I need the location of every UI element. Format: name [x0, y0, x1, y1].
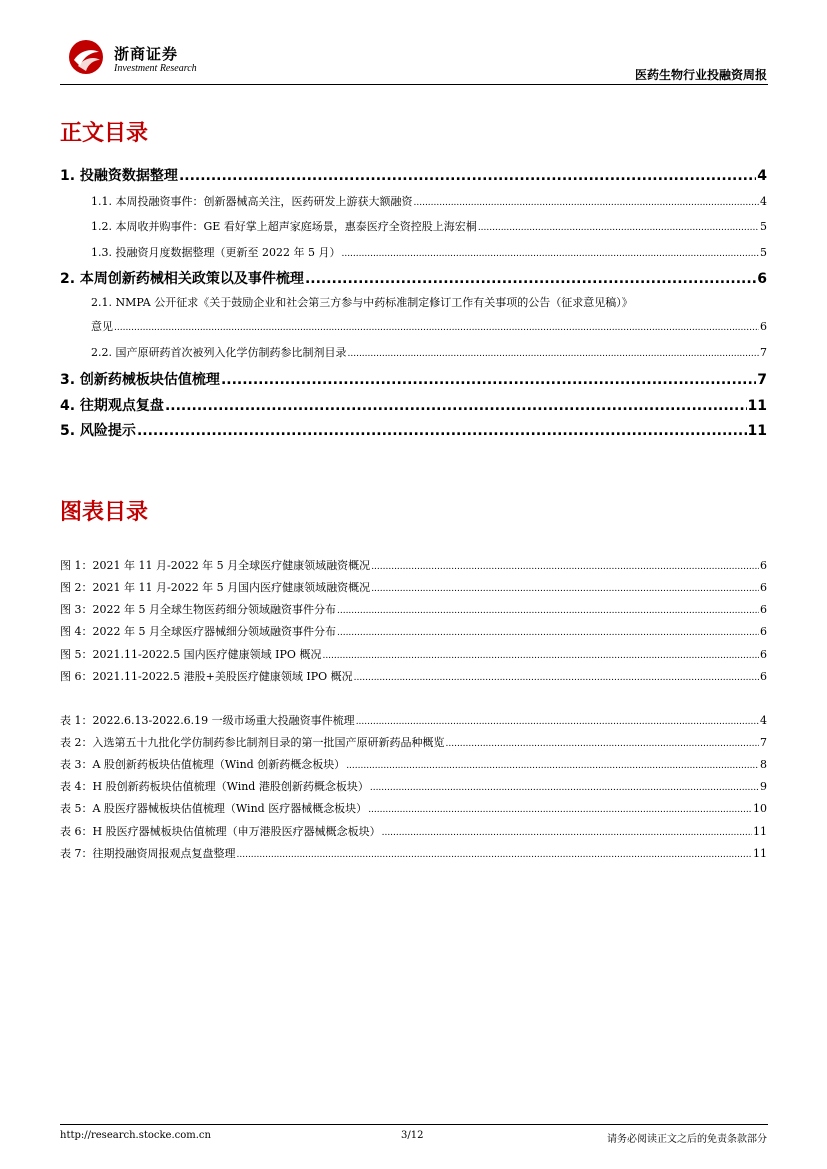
table-entry-label: 表 4：H 股创新药板块估值梳理（Wind 港股创新药概念板块） [60, 780, 369, 793]
toc-entry-page: 4 [760, 195, 767, 208]
figure-entry[interactable] [60, 668, 767, 684]
toc-entry-label-line1[interactable]: 2.1. NMPA 公开征求《关于鼓励企业和社会第三方参与中药标准制定修订工作有关事项的公告（征求意见稿）》 [91, 296, 633, 309]
figure-entry-label: 图 3：2022 年 5 月全球生物医药细分领域融资事件分布 [60, 603, 336, 616]
figure-entry[interactable] [60, 601, 767, 617]
toc-entry-label: 1.3. 投融资月度数据整理（更新至 2022 年 5 月） [91, 246, 341, 259]
toc-entry[interactable] [60, 369, 767, 389]
table-entry-page: 4 [760, 714, 767, 727]
toc-entry[interactable] [60, 420, 767, 440]
table-entry-page: 10 [753, 802, 767, 815]
toc-entry[interactable] [91, 344, 767, 360]
toc-title: 正文目录 [60, 121, 149, 146]
figure-entry-label: 图 5：2021.11-2022.5 国内医疗健康领域 IPO 概况 [60, 648, 322, 661]
toc-entry-page: 7 [757, 372, 767, 388]
table-entry-label: 表 2：入选第五十九批化学仿制药参比制剂目录的第一批国产原研新药品种概览 [60, 736, 445, 749]
toc-entry[interactable] [60, 165, 767, 185]
toc-entry-label: 1.2. 本周收并购事件：GE 看好掌上超声家庭场景，惠泰医疗全资控股上海宏桐 [91, 220, 477, 233]
footer-url-link[interactable]: http://research.stocke.com.cn [60, 1130, 211, 1141]
toc-entry[interactable] [91, 318, 767, 334]
figure-entry-page: 6 [760, 625, 767, 638]
toc-entry[interactable] [91, 244, 767, 260]
figure-entry-page: 6 [760, 603, 767, 616]
toc-entry[interactable] [91, 218, 767, 234]
brand-name: 浙商证券 [114, 45, 179, 63]
table-entry-page: 9 [760, 780, 767, 793]
toc-entry-label: 2. 本周创新药械相关政策以及事件梳理 [60, 271, 304, 287]
toc-entry-label: 2.2. 国产原研药首次被列入化学仿制药参比制剂目录 [91, 346, 347, 359]
figure-entry-label: 图 1：2021 年 11 月-2022 年 5 月全球医疗健康领域融资概况 [60, 559, 371, 572]
toc-entry-page: 4 [757, 168, 767, 184]
header-divider [60, 84, 768, 85]
toc-entry[interactable] [60, 395, 767, 415]
table-entry-label: 表 1：2022.6.13-2022.6.19 一级市场重大投融资事件梳理 [60, 714, 355, 727]
table-entry[interactable] [60, 800, 767, 816]
figures-title: 图表目录 [60, 500, 149, 525]
table-entry[interactable] [60, 712, 767, 728]
company-logo [66, 38, 106, 76]
toc-entry-page: 5 [760, 246, 767, 259]
brand-subtitle: Investment Research [114, 63, 197, 74]
table-entry[interactable] [60, 778, 767, 794]
toc-entry-page: 5 [760, 220, 767, 233]
toc-entry-label: 1. 投融资数据整理 [60, 168, 178, 184]
toc-entry-label: 5. 风险提示 [60, 423, 136, 439]
table-entry-label: 表 7：往期投融资周报观点复盘整理 [60, 847, 236, 860]
figure-entry-page: 6 [760, 648, 767, 661]
table-entry-page: 7 [760, 736, 767, 749]
table-entry-page: 11 [753, 847, 767, 860]
table-entry[interactable] [60, 756, 767, 772]
footer-divider [60, 1124, 768, 1125]
figure-entry-page: 6 [760, 559, 767, 572]
toc-entry-page: 11 [747, 423, 767, 439]
toc-entry[interactable] [60, 268, 767, 288]
table-entry-label: 表 5：A 股医疗器械板块估值梳理（Wind 医疗器械概念板块） [60, 802, 368, 815]
table-entry-page: 8 [760, 758, 767, 771]
toc-entry-page: 6 [760, 320, 767, 333]
figure-entry[interactable] [60, 579, 767, 595]
figure-entry-page: 6 [760, 581, 767, 594]
table-entry[interactable] [60, 734, 767, 750]
figure-entry-label: 图 4：2022 年 5 月全球医疗器械细分领域融资事件分布 [60, 625, 336, 638]
toc-entry-label: 1.1. 本周投融资事件：创新器械高关注，医药研发上游获大额融资 [91, 195, 413, 208]
figure-entry[interactable] [60, 646, 767, 662]
figure-entry[interactable] [60, 623, 767, 639]
table-entry[interactable] [60, 823, 767, 839]
toc-entry-page: 7 [760, 346, 767, 359]
toc-entry-page: 11 [747, 398, 767, 414]
toc-entry-label: 4. 往期观点复盘 [60, 398, 164, 414]
page-number: 3/12 [401, 1130, 424, 1141]
figure-entry-label: 图 6：2021.11-2022.5 港股+美股医疗健康领域 IPO 概况 [60, 670, 353, 683]
report-type: 医药生物行业投融资周报 [634, 68, 767, 82]
figure-entry-page: 6 [760, 670, 767, 683]
toc-entry-page: 6 [757, 271, 767, 287]
toc-entry-label: 意见 [91, 320, 113, 333]
table-entry-label: 表 3：A 股创新药板块估值梳理（Wind 创新药概念板块） [60, 758, 346, 771]
toc-entry[interactable] [91, 193, 767, 209]
table-entry-label: 表 6：H 股医疗器械板块估值梳理（申万港股医疗器械概念板块） [60, 825, 381, 838]
table-entry-page: 11 [753, 825, 767, 838]
footer-disclaimer: 请务必阅读正文之后的免责条款部分 [607, 1134, 767, 1145]
table-entry[interactable] [60, 845, 767, 861]
toc-entry-label: 3. 创新药械板块估值梳理 [60, 372, 220, 388]
figure-entry-label: 图 2：2021 年 11 月-2022 年 5 月国内医疗健康领域融资概况 [60, 581, 371, 594]
figure-entry[interactable] [60, 557, 767, 573]
